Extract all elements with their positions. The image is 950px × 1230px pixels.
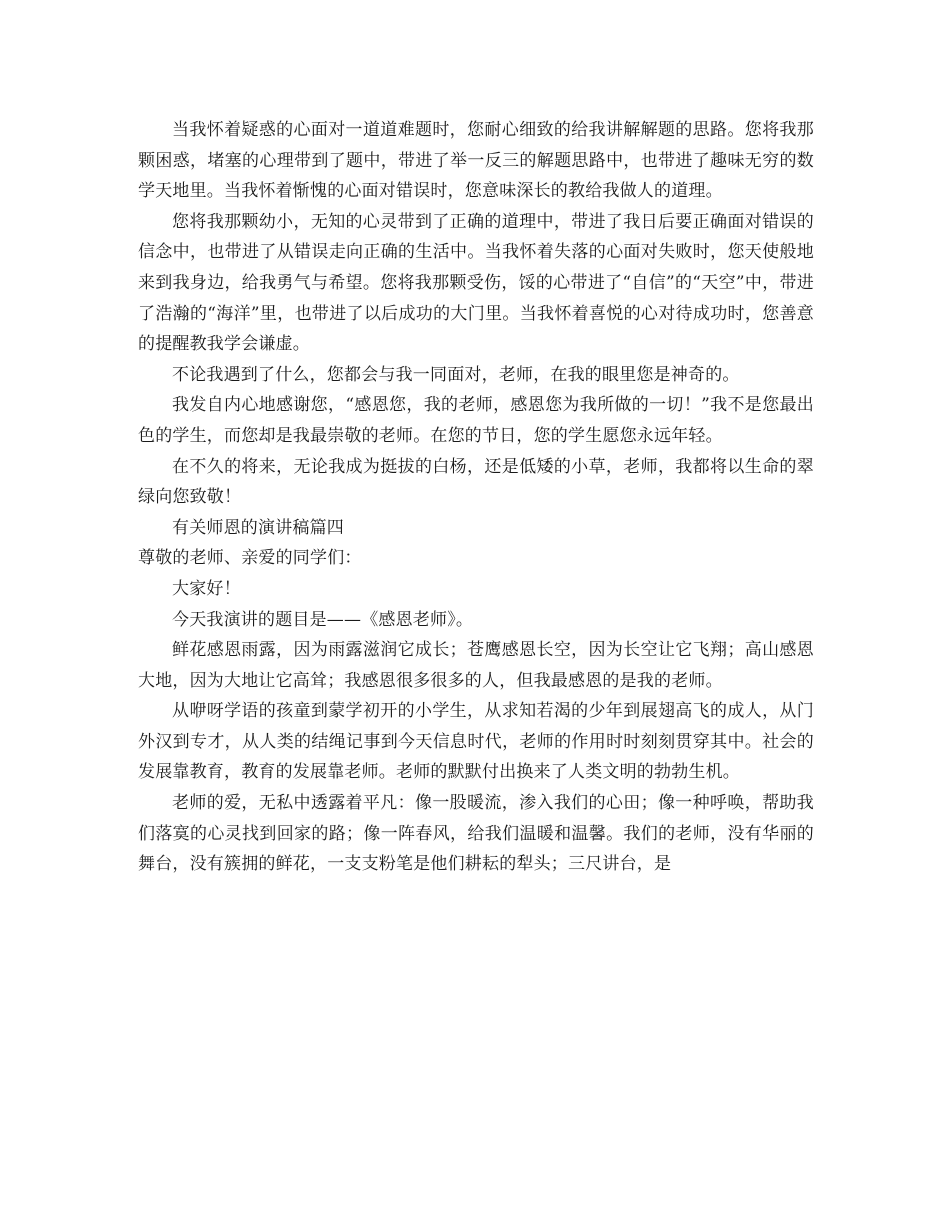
document-page [138, 115, 814, 880]
paragraph-3: 不论我遇到了什么，您都会与我一同面对，老师，在我的眼里您是神奇的。 [172, 364, 740, 385]
speech-title-line: 今天我演讲的题目是——《感恩老师》。 [172, 609, 474, 630]
paragraph-7: 从咿呀学语的孩童到蒙学初开的小学生，从求知若渴的少年到展翅高飞的成人，从门外汉到专才，从人类的结绳记事到今天信息时代，老师的作用时时刻刻贯穿其中。社会的发展靠教育，教育的发展靠老师。老师的默默付出换来了人类文明的勃勃生机。 [138, 701, 814, 783]
paragraph-8: 老师的爱，无私中透露着平凡：像一股暖流，渗入我们的心田；像一种呼唤，帮助我们落寞的心灵找到回家的路；像一阵春风，给我们温暖和温馨。我们的老师，没有华丽的舞台，没有簇拥的鲜花，一支支粉笔是他们耕耘的犁头；三尺讲台，是 [138, 793, 814, 875]
paragraph-2: 您将我那颗幼小，无知的心灵带到了正确的道理中，带进了我日后要正确面对错误的信念中，也带进了从错误走向正确的生活中。当我怀着失落的心面对失败时，您天使般地来到我身边，给我勇气与希望。您将我那颗受伤，馁的心带进了“自信”的“天空”中，带进了浩瀚的“海洋”里，也带进了以后成功的大门里。当我怀着喜悦的心对待成功时，您善意的提醒教我学会谦虚。 [138, 211, 814, 355]
paragraph-5: 在不久的将来，无论我成为挺拔的白杨，还是低矮的小草，老师，我都将以生命的翠绿向您致敬！ [138, 456, 814, 508]
salutation: 尊敬的老师、亲爱的同学们： [138, 548, 362, 569]
paragraph-6: 鲜花感恩雨露，因为雨露滋润它成长；苍鹰感恩长空，因为长空让它飞翔；高山感恩大地，因为大地让它高耸；我感恩很多很多的人，但我最感恩的是我的老师。 [138, 640, 814, 691]
section-heading: 有关师恩的演讲稿篇四 [172, 517, 344, 538]
paragraph-1: 当我怀着疑惑的心面对一道道难题时，您耐心细致的给我讲解解题的思路。您将我那颗困惑，堵塞的心理带到了题中，带进了举一反三的解题思路中，也带进了趣味无穷的数学天地里。当我怀着惭愧的心面对错误时，您意味深长的教给我做人的道理。 [138, 120, 814, 202]
greeting: 大家好！ [172, 578, 241, 599]
paragraph-4: 我发自内心地感谢您，“感恩您，我的老师，感恩您为我所做的一切！”我不是您最出色的学生，而您却是我最崇敬的老师。在您的节日，您的学生愿您永远年轻。 [138, 395, 814, 446]
